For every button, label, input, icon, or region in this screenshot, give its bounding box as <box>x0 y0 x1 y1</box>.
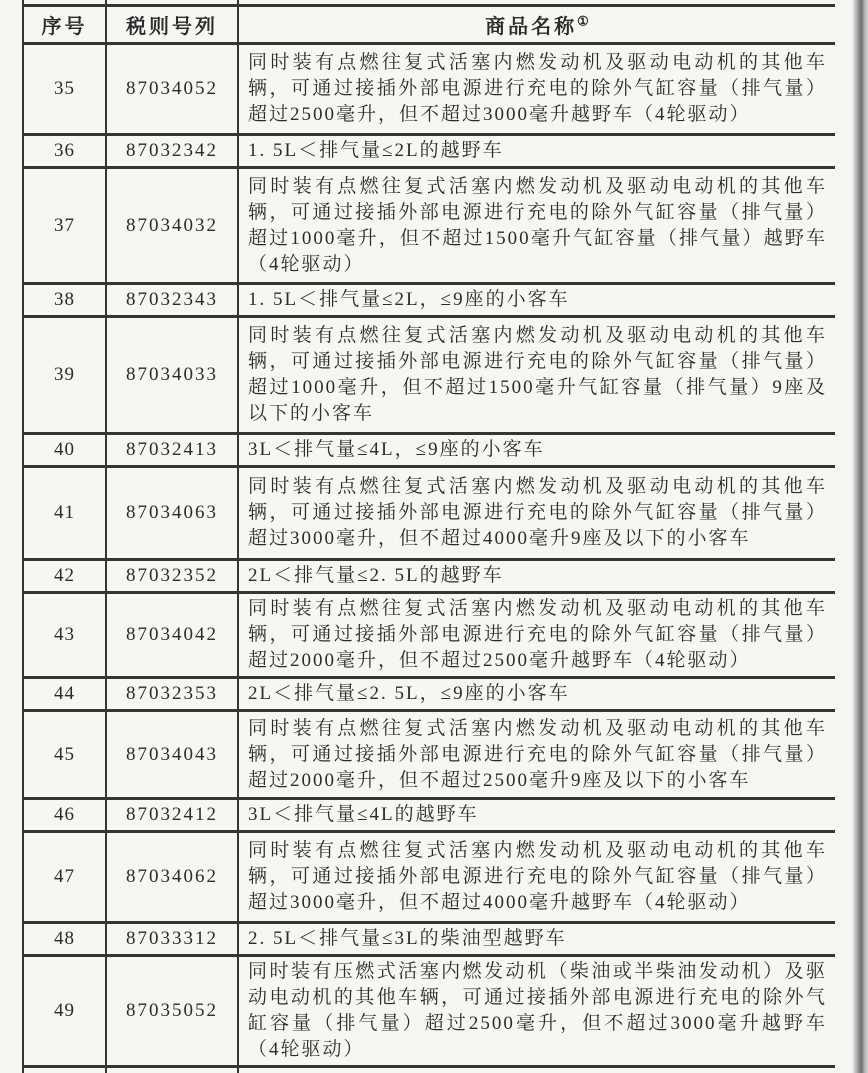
row-code: 87034043 <box>106 711 238 799</box>
table-row <box>23 135 835 168</box>
header-label-index: 序号 <box>41 16 88 38</box>
header-cell-name <box>238 6 835 44</box>
row-code: 87034052 <box>106 44 238 135</box>
tariff-table-header <box>23 6 835 44</box>
table-row <box>23 44 835 135</box>
row-code: 87032352 <box>106 560 238 593</box>
row-index: 45 <box>23 711 106 799</box>
row-code: 87032413 <box>106 434 238 467</box>
row-code: 87032353 <box>106 678 238 711</box>
row-name: 同时装有压燃式活塞内燃发动机（柴油或半柴油发动机）及驱动电动机的其他车辆，可通过接插外部电源进行充电的除外气缸容量（排气量）超过2500毫升，但不超过3000毫升越野车（4轮驱动） <box>238 956 835 1067</box>
row-index: 46 <box>23 799 106 832</box>
table-row <box>23 923 835 956</box>
header-cell-index <box>23 6 106 44</box>
table-row <box>23 593 835 678</box>
row-index: 38 <box>23 284 106 317</box>
header-label-code: 税则号列 <box>126 16 218 38</box>
tariff-table <box>22 4 835 1068</box>
table-row <box>23 168 835 284</box>
row-code: 87034063 <box>106 467 238 560</box>
row-index: 35 <box>23 44 106 135</box>
footnote-marker: ① <box>577 13 589 29</box>
tariff-table-body <box>23 44 835 1067</box>
row-name: 同时装有点燃往复式活塞内燃发动机及驱动电动机的其他车辆，可通过接插外部电源进行充电的除外气缸容量（排气量）超过1000毫升，但不超过1500毫升气缸容量（排气量）9座及以下的小客车 <box>238 317 835 434</box>
row-index: 36 <box>23 135 106 168</box>
row-code: 87032343 <box>106 284 238 317</box>
table-row <box>23 467 835 560</box>
row-name: 2L＜排气量≤2. 5L，≤9座的小客车 <box>238 678 835 711</box>
row-code: 87034033 <box>106 317 238 434</box>
table-row <box>23 678 835 711</box>
row-name: 同时装有点燃往复式活塞内燃发动机及驱动电动机的其他车辆，可通过接插外部电源进行充电的除外气缸容量（排气量）超过2000毫升，但不超过2500毫升越野车（4轮驱动） <box>238 593 835 678</box>
row-code: 87032342 <box>106 135 238 168</box>
table-row <box>23 317 835 434</box>
row-name: 同时装有点燃往复式活塞内燃发动机及驱动电动机的其他车辆，可通过接插外部电源进行充电的除外气缸容量（排气量）超过2000毫升，但不超过2500毫升9座及以下的小客车 <box>238 711 835 799</box>
page-edge-shadow <box>852 0 868 1073</box>
table-row <box>23 799 835 832</box>
row-name: 同时装有点燃往复式活塞内燃发动机及驱动电动机的其他车辆，可通过接插外部电源进行充电的除外气缸容量（排气量）超过1000毫升，但不超过1500毫升气缸容量（排气量）越野车（4轮驱动） <box>238 168 835 284</box>
row-name: 1. 5L＜排气量≤2L，≤9座的小客车 <box>238 284 835 317</box>
header-label-name: 商品名称 <box>485 16 578 38</box>
row-code: 87032412 <box>106 799 238 832</box>
row-index: 40 <box>23 434 106 467</box>
table-row <box>23 956 835 1067</box>
row-index: 42 <box>23 560 106 593</box>
header-row <box>23 6 835 44</box>
row-code: 87033312 <box>106 923 238 956</box>
row-code: 87034062 <box>106 832 238 923</box>
row-index: 43 <box>23 593 106 678</box>
row-index: 48 <box>23 923 106 956</box>
row-index: 37 <box>23 168 106 284</box>
table-row <box>23 711 835 799</box>
row-name: 同时装有点燃往复式活塞内燃发动机及驱动电动机的其他车辆，可通过接插外部电源进行充电的除外气缸容量（排气量）超过2500毫升，但不超过3000毫升越野车（4轮驱动） <box>238 44 835 135</box>
row-index: 47 <box>23 832 106 923</box>
row-name: 同时装有点燃往复式活塞内燃发动机及驱动电动机的其他车辆，可通过接插外部电源进行充电的除外气缸容量（排气量）超过3000毫升，但不超过4000毫升越野车（4轮驱动） <box>238 832 835 923</box>
row-name: 2. 5L＜排气量≤3L的柴油型越野车 <box>238 923 835 956</box>
table-row <box>23 434 835 467</box>
row-name: 2L＜排气量≤2. 5L的越野车 <box>238 560 835 593</box>
table-row <box>23 560 835 593</box>
row-index: 49 <box>23 956 106 1067</box>
row-index: 41 <box>23 467 106 560</box>
row-name: 同时装有点燃往复式活塞内燃发动机及驱动电动机的其他车辆，可通过接插外部电源进行充电的除外气缸容量（排气量）超过3000毫升，但不超过4000毫升9座及以下的小客车 <box>238 467 835 560</box>
row-code: 87034042 <box>106 593 238 678</box>
row-name: 3L＜排气量≤4L，≤9座的小客车 <box>238 434 835 467</box>
row-name: 1. 5L＜排气量≤2L的越野车 <box>238 135 835 168</box>
table-row <box>23 284 835 317</box>
table-row <box>23 832 835 923</box>
row-code: 87035052 <box>106 956 238 1067</box>
row-index: 39 <box>23 317 106 434</box>
row-index: 44 <box>23 678 106 711</box>
header-cell-code <box>106 6 238 44</box>
row-code: 87034032 <box>106 168 238 284</box>
row-name: 3L＜排气量≤4L的越野车 <box>238 799 835 832</box>
